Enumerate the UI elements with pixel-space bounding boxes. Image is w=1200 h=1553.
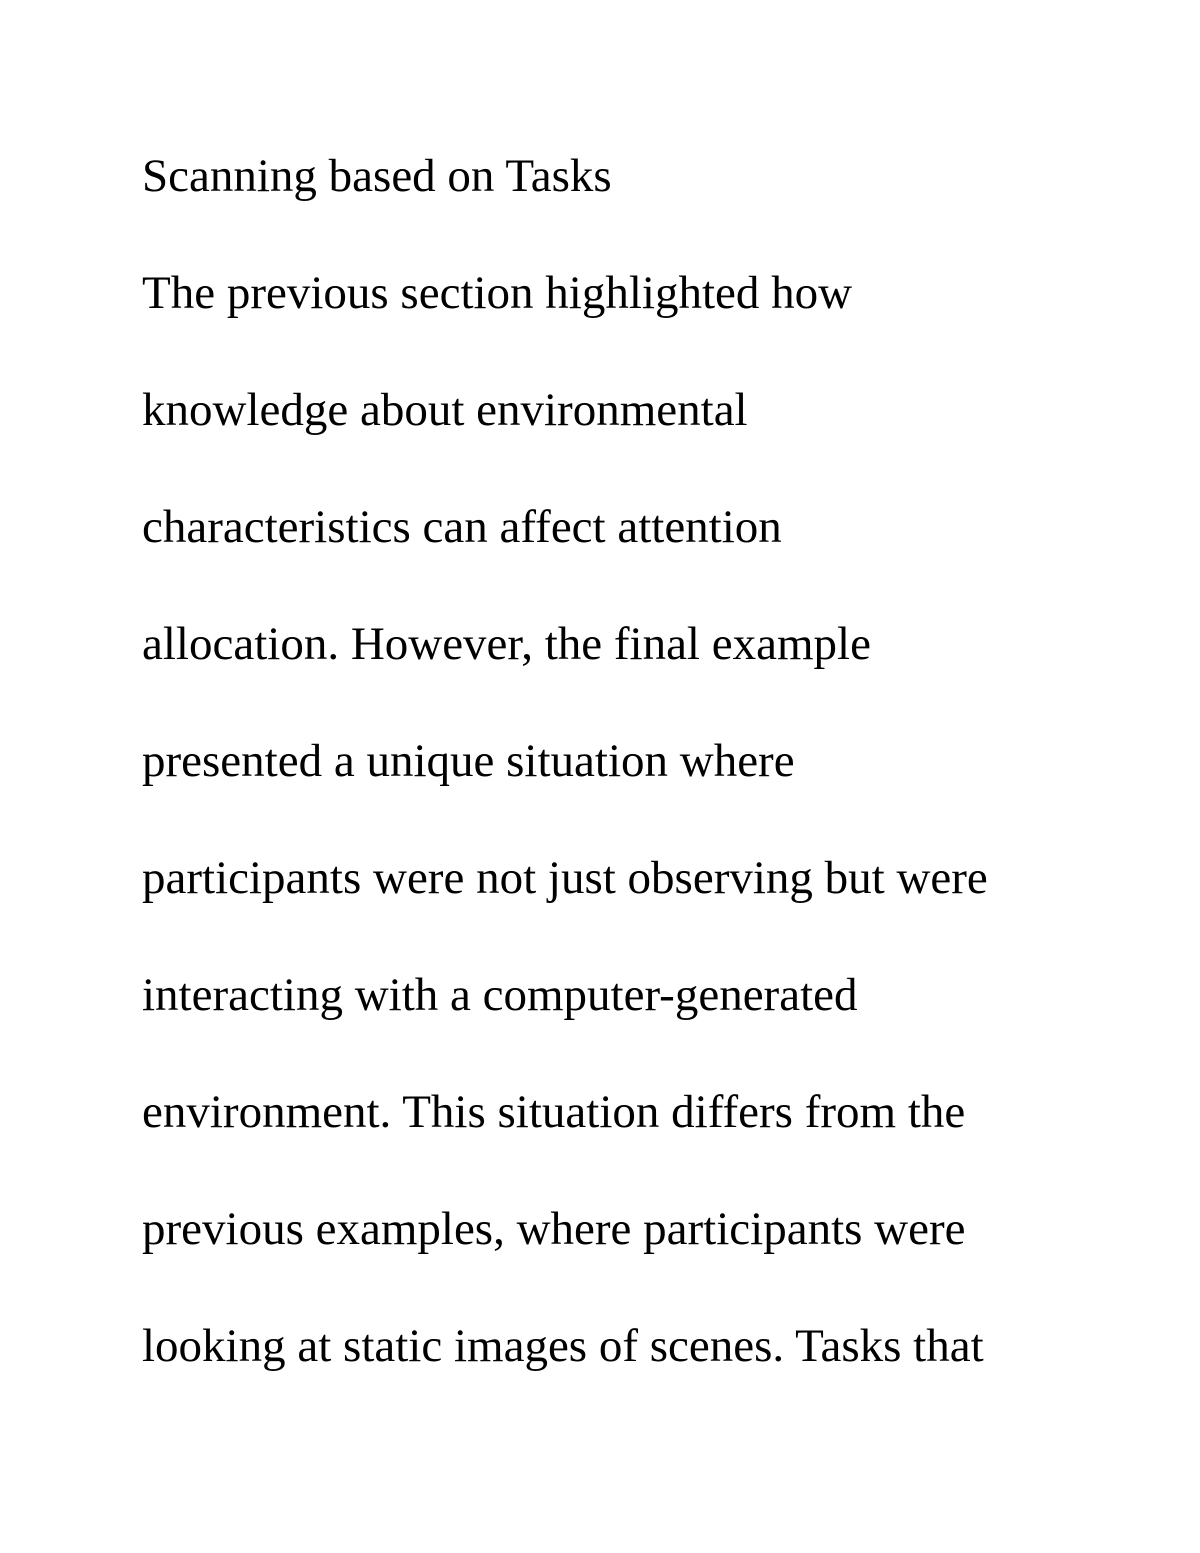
section-heading: Scanning based on Tasks xyxy=(142,150,612,202)
text-line: environment. This situation differs from the xyxy=(142,1086,966,1138)
text-line: knowledge about environmental xyxy=(142,384,748,436)
text-line: interacting with a computer-generated xyxy=(142,969,858,1021)
text-line: The previous section highlighted how xyxy=(142,267,853,319)
text-line: previous examples, where participants were xyxy=(142,1203,966,1255)
text-line: presented a unique situation where xyxy=(142,735,795,787)
text-line: participants were not just observing but were xyxy=(142,852,988,904)
text-line: looking at static images of scenes. Tasks that xyxy=(142,1320,984,1372)
text-line: allocation. However, the final example xyxy=(142,618,871,670)
text-line: characteristics can affect attention xyxy=(142,501,782,553)
